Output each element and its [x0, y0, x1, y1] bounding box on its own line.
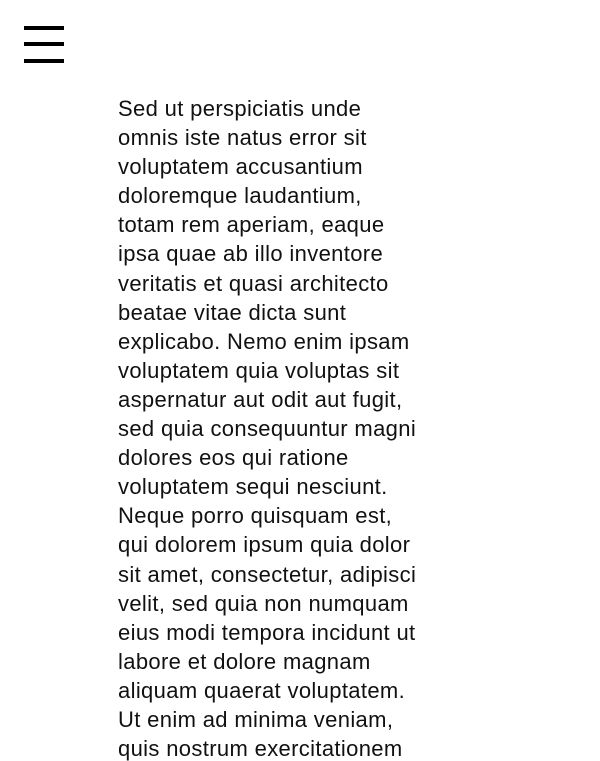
text-line: voluptatem accusantium — [118, 154, 363, 180]
text-line: aspernatur aut odit aut fugit, — [118, 386, 403, 412]
text-line: totam rem aperiam, eaque — [118, 212, 385, 238]
text-line: veritatis et quasi architecto — [118, 270, 389, 296]
text-line: sed quia consequuntur magni — [118, 416, 417, 442]
text-line: velit, sed quia non numquam — [118, 590, 409, 616]
text-line: labore et dolore magnam — [118, 648, 371, 674]
text-line: qui dolorem ipsum quia dolor — [118, 532, 411, 558]
text-line: dolores eos qui ratione — [118, 445, 349, 471]
menu-bar-middle — [24, 42, 64, 46]
body-text — [118, 94, 498, 761]
text-line: sit amet, consectetur, adipisci — [118, 561, 417, 587]
text-line: ipsa quae ab illo inventore — [118, 241, 384, 267]
text-line: doloremque laudantium, — [118, 183, 362, 209]
hamburger-menu-icon[interactable] — [24, 26, 64, 64]
text-line: voluptatem sequi nesciunt. — [118, 474, 388, 500]
text-line: explicabo. Nemo enim ipsam — [118, 328, 410, 354]
text-line: voluptatem quia voluptas sit — [118, 357, 400, 383]
text-line: Ut enim ad minima veniam, — [118, 706, 394, 732]
text-line: aliquam quaerat voluptatem. — [118, 677, 406, 703]
text-line: omnis iste natus error sit — [118, 125, 367, 151]
text-line: Neque porro quisquam est, — [118, 503, 393, 529]
text-line: beatae vitae dicta sunt — [118, 299, 347, 325]
menu-bar-top — [24, 26, 64, 30]
menu-bar-bottom — [24, 59, 64, 63]
text-line: quis nostrum exercitationem — [118, 736, 403, 761]
text-line: eius modi tempora incidunt ut — [118, 619, 416, 645]
text-line: Sed ut perspiciatis unde — [118, 96, 362, 121]
